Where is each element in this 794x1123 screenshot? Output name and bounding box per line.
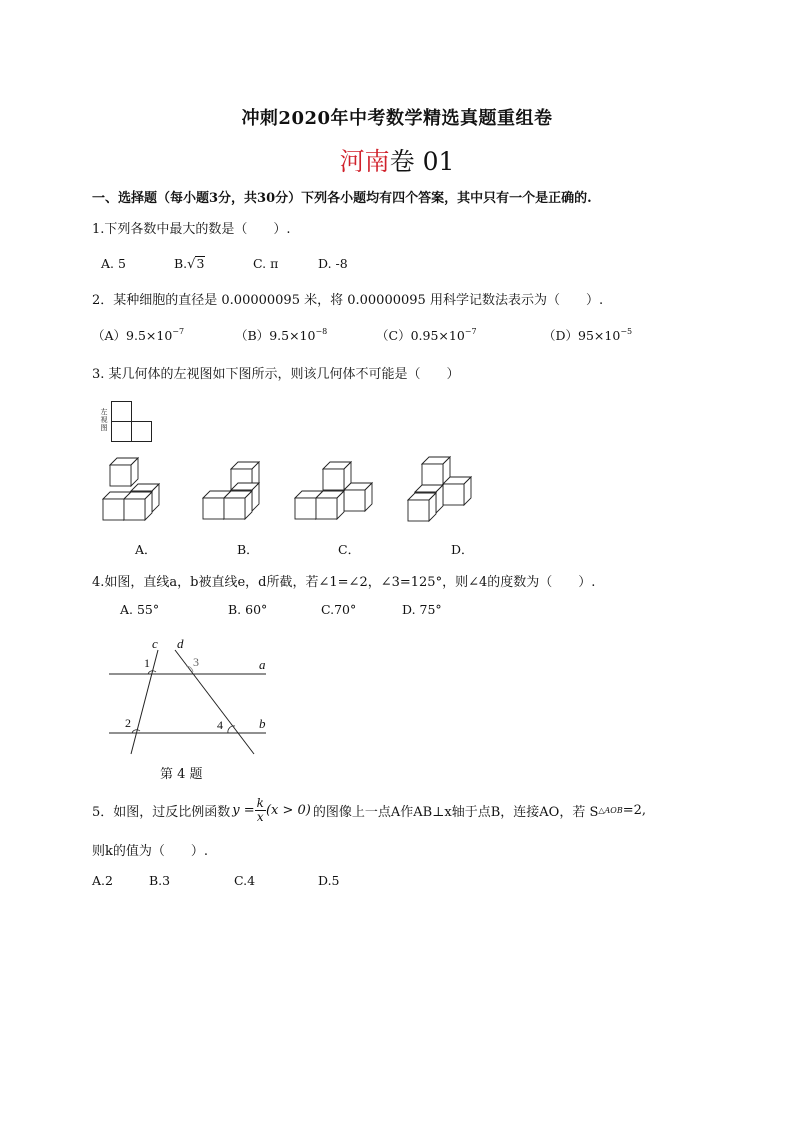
paper-subtitle	[0, 142, 794, 178]
subtitle-region: 河南	[339, 147, 390, 176]
svg-text:1: 1	[144, 656, 150, 670]
q3-option-b: B．	[237, 542, 259, 557]
q3-option-c: C．	[338, 542, 361, 557]
subtitle-volume: 卷 01	[389, 147, 455, 176]
cube-option-b	[203, 462, 259, 519]
cube-option-d	[408, 457, 471, 521]
paper-title: 冲刺2020年中考数学精选真题重组卷	[241, 108, 553, 129]
svg-text:c: c	[152, 636, 158, 651]
question-3-text: 3. 某几何体的左视图如下图所示，则该几何体不可能是（ ）	[92, 367, 460, 382]
left-view-figure	[110, 400, 155, 442]
svg-text:d: d	[177, 636, 184, 651]
cube-option-a	[103, 458, 159, 520]
fraction-k-over-x: $\frac{k}{x}$	[256, 796, 264, 824]
section-heading: 一、选择题（每小题3分，共30分）下列各小题均有四个答案，其中只有一个是正确的.	[92, 191, 592, 206]
q2-option-d: $(D)95\times 10^{-5}$	[543, 327, 633, 343]
left-view-label: 左视图	[100, 408, 108, 432]
question-4-text: 4.如图，直线a，b被直线e，d所截，若∠1=∠2，∠3=125°，则∠4的度数为（ ）.	[92, 575, 596, 590]
svg-text:a: a	[259, 657, 266, 672]
svg-text:b: b	[259, 716, 266, 731]
q2-option-a: $(A)9.5\times 10^{-7}$	[92, 327, 185, 343]
q2-option-c: $(C)0.95\times 10^{-7}$	[376, 327, 477, 343]
question-2-text: 2．某种细胞的直径是 0.00000095 米，将 0.00000095 用科学记数法表示为（ ）.	[92, 293, 604, 308]
q3-option-a: A．	[135, 542, 157, 557]
q3-cube-options	[98, 455, 498, 527]
q4-option-a: A. 55°	[120, 602, 160, 617]
q5-option-b: B.3	[149, 873, 171, 888]
q1-option-c: C. π	[253, 256, 279, 271]
q4-option-c: C.70°	[321, 602, 357, 617]
svg-text:3: 3	[193, 655, 199, 669]
q1-option-d: D. -8	[318, 256, 348, 271]
question-5-line2: 则k的值为（ ）.	[92, 844, 209, 859]
q5-option-d: D.5	[318, 873, 340, 888]
q4-parallel-lines-figure	[100, 632, 280, 760]
q3-option-d: D．	[451, 542, 474, 557]
q1-option-a: A. 5	[101, 256, 126, 271]
svg-text:4: 4	[217, 718, 223, 732]
q4-option-d: D. 75°	[402, 602, 442, 617]
q4-figure-caption: 第 4 题	[160, 767, 203, 782]
sqrt-radicand: 3	[196, 256, 205, 271]
q4-option-b: B. 60°	[228, 602, 268, 617]
svg-text:2: 2	[125, 716, 131, 730]
cube-option-c	[295, 462, 372, 519]
q2-option-b: $(B)9.5\times 10^{-8}$	[235, 327, 328, 343]
question-5-text: 5．如图，过反比例函数 y = $\frac{k}{x}$ (x > 0) 的图像上一点A作AB⊥x轴于点B，连接AO，若 S △AOB =2,	[92, 796, 647, 824]
question-1-text: 1.下列各数中最大的数是（ ）.	[92, 222, 291, 237]
q5-option-a: A.2	[92, 873, 113, 888]
q5-option-c: C.4	[234, 873, 256, 888]
line-d	[175, 650, 254, 754]
q1-option-b: B.√3	[174, 256, 205, 272]
